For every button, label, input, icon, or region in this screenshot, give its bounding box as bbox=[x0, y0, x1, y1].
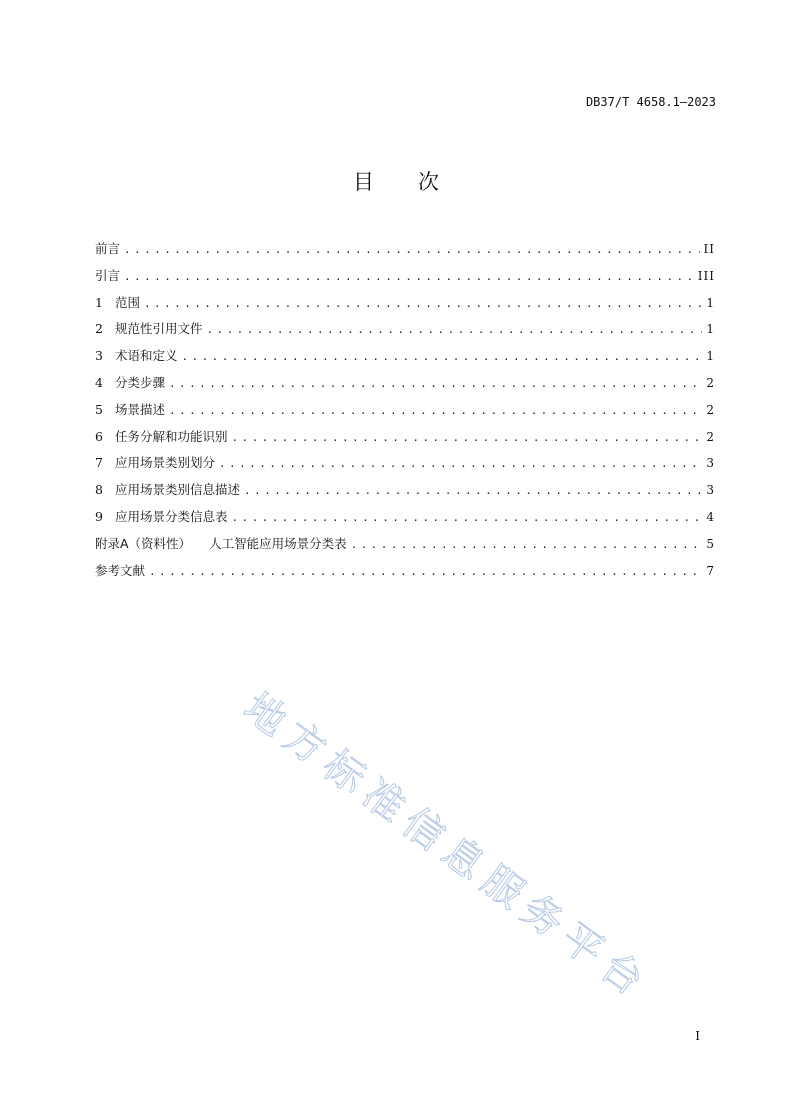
toc-entry-classification-info-table[interactable] bbox=[95, 508, 715, 535]
toc-title: 目次 bbox=[353, 170, 483, 194]
toc-entry-page: 5 bbox=[706, 536, 715, 551]
toc-entry-introduction[interactable] bbox=[95, 267, 715, 294]
toc-entry-label: 术语和定义 bbox=[115, 348, 178, 364]
toc-entry-number: 4 bbox=[95, 374, 103, 390]
toc-entry-terms-definitions[interactable] bbox=[95, 347, 715, 374]
toc-dot-leader bbox=[219, 455, 702, 473]
toc-entry-label: 应用场景类别划分 bbox=[115, 455, 216, 471]
toc-entry-label: 附录A（资料性） bbox=[95, 535, 192, 551]
toc-entry-number: 1 bbox=[95, 294, 103, 310]
toc-entry-bibliography[interactable] bbox=[95, 562, 715, 589]
toc-dot-leader bbox=[124, 268, 694, 286]
toc-entry-task-decomposition[interactable] bbox=[95, 428, 715, 455]
toc-entry-page: 2 bbox=[706, 429, 715, 444]
toc-entry-number: 9 bbox=[95, 508, 103, 524]
toc-entry-normative-references[interactable] bbox=[95, 320, 715, 347]
toc-dot-leader bbox=[124, 241, 700, 259]
toc-entry-appendix-a[interactable] bbox=[95, 535, 715, 562]
toc-dot-leader bbox=[244, 482, 702, 500]
toc-entry-label: 场景描述 bbox=[115, 401, 166, 417]
toc-entry-number: 5 bbox=[95, 401, 103, 417]
toc-dot-leader bbox=[169, 402, 702, 420]
toc-entry-label: 分类步骤 bbox=[115, 374, 166, 390]
toc-entry-label: 规范性引用文件 bbox=[115, 321, 203, 337]
toc-entry-number: 3 bbox=[95, 348, 103, 364]
toc-entry-label: 参考文献 bbox=[95, 562, 146, 578]
toc-entry-page: 2 bbox=[706, 402, 715, 417]
toc-entry-page: 1 bbox=[706, 295, 715, 310]
toc-entry-number: 2 bbox=[95, 321, 103, 337]
toc-dot-leader bbox=[351, 536, 703, 554]
toc-entry-page: 1 bbox=[706, 349, 715, 364]
toc-entry-page: III bbox=[697, 268, 715, 283]
toc-dot-leader bbox=[207, 321, 703, 339]
toc-entry-label: 任务分解和功能识别 bbox=[115, 428, 228, 444]
table-of-contents bbox=[95, 240, 715, 588]
toc-dot-leader bbox=[182, 348, 703, 366]
standard-code: DB37/T 4658.1—2023 bbox=[585, 95, 716, 109]
toc-entry-appendix-title: 人工智能应用场景分类表 bbox=[209, 535, 347, 551]
toc-entry-scope[interactable] bbox=[95, 294, 715, 321]
toc-dot-leader bbox=[144, 295, 702, 313]
toc-entry-number: 7 bbox=[95, 455, 103, 471]
toc-entry-label: 前言 bbox=[95, 241, 121, 256]
toc-dot-leader bbox=[149, 563, 702, 581]
toc-entry-label: 范围 bbox=[115, 294, 141, 310]
toc-entry-label: 应用场景分类信息表 bbox=[115, 508, 228, 524]
toc-entry-scenario-description[interactable] bbox=[95, 401, 715, 428]
toc-entry-page: 3 bbox=[706, 456, 715, 471]
toc-dot-leader bbox=[169, 375, 702, 393]
toc-entry-page: 4 bbox=[706, 509, 715, 524]
watermark: 地方标准信息服务平台 bbox=[235, 684, 659, 1010]
page-number: I bbox=[695, 1029, 700, 1043]
toc-entry-number: 8 bbox=[95, 482, 103, 498]
toc-entry-page: 3 bbox=[706, 483, 715, 498]
toc-entry-number: 6 bbox=[95, 428, 103, 444]
toc-entry-page: 2 bbox=[706, 375, 715, 390]
toc-entry-page: 1 bbox=[706, 322, 715, 337]
toc-entry-classification-steps[interactable] bbox=[95, 374, 715, 401]
toc-entry-category-info-description[interactable] bbox=[95, 481, 715, 508]
toc-entry-label: 应用场景类别信息描述 bbox=[115, 482, 241, 498]
toc-entry-page: 7 bbox=[706, 563, 715, 578]
toc-entry-label: 引言 bbox=[95, 267, 121, 283]
toc-dot-leader bbox=[232, 509, 703, 527]
toc-dot-leader bbox=[232, 429, 703, 447]
toc-entry-category-division[interactable] bbox=[95, 454, 715, 481]
toc-entry-preface[interactable] bbox=[95, 240, 715, 267]
toc-entry-page: II bbox=[703, 242, 715, 256]
